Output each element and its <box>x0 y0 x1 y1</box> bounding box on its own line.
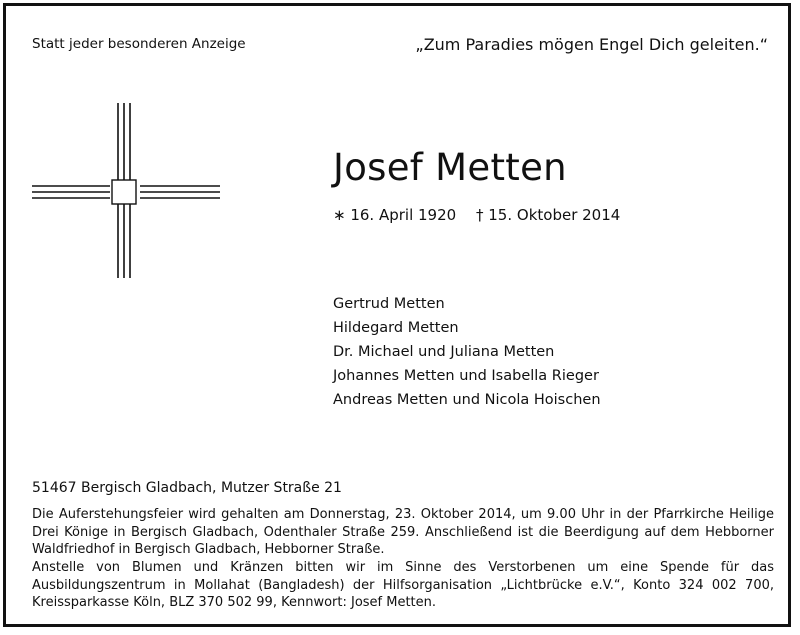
service-paragraph: Die Auferstehungsfeier wird gehalten am Donnerstag, 23. Oktober 2014, um 9.00 Uhr in der Pfarrkirche Heilige Drei Könige in Bergisch Gladbach, Odenthaler Straße 259. Anschließend ist die Beerdigung auf dem Hebborner Waldfriedhof in Bergisch Gladbach, Hebborner Straße. <box>32 507 774 557</box>
mourner-name: Hildegard Metten <box>333 320 459 336</box>
mourner-name: Dr. Michael und Juliana Metten <box>333 344 555 360</box>
birth-date: ∗ 16. April 1920 <box>333 206 457 224</box>
cross-icon <box>32 103 220 278</box>
donation-paragraph: Anstelle von Blumen und Kränzen bitten wir im Sinne des Verstorbenen um eine Spende für das Ausbildungszentrum in Mollahat (Bangladesh) der Hilfsorganisation „Lichtbrücke e.V.“, Konto 324 002 700, Kreissparkasse Köln, BLZ 370 502 99, Kennwort: Josef Metten. <box>32 560 774 610</box>
mourner-name: Andreas Metten und Nicola Hoischen <box>333 392 601 408</box>
mourner-name: Gertrud Metten <box>333 296 445 312</box>
mourner-name: Johannes Metten und Isabella Rieger <box>333 368 599 384</box>
deceased-name: Josef Metten <box>333 146 567 189</box>
header-quote: „Zum Paradies mögen Engel Dich geleiten.“ <box>415 35 768 54</box>
address: 51467 Bergisch Gladbach, Mutzer Straße 21 <box>32 480 342 496</box>
mourners-list <box>333 292 601 412</box>
header-left-text: Statt jeder besonderen Anzeige <box>32 36 246 52</box>
death-date: † 15. Oktober 2014 <box>476 206 621 224</box>
